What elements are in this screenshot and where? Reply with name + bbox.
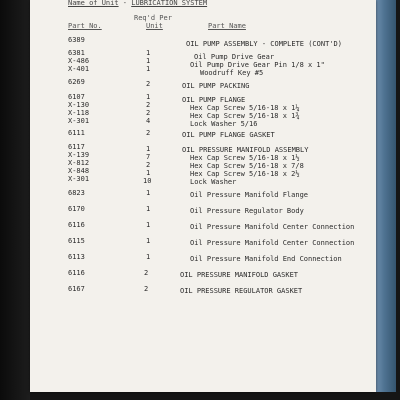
part-name: OIL PRESSURE REGULATOR GASKET [180,287,303,295]
quantity: 1 [146,65,151,73]
part-number: 6116 [68,221,85,229]
col-header-part-no: Part No. [68,22,102,30]
col-header-reqd-per: Req'd Per [134,14,172,22]
folder-edge-right [376,0,396,392]
binder-shadow-left [0,0,30,400]
quantity: 7 [146,153,151,161]
part-name: Oil Pump Drive Gear [194,53,275,61]
part-number: X-848 [68,167,90,175]
part-name: Hex Cap Screw 5/16-18 x 7/8 [190,162,304,170]
part-number: 6111 [68,129,85,137]
part-number: X-301 [68,117,90,125]
part-number: 6116 [68,269,85,277]
col-header-part-name: Part Name [208,22,246,30]
part-name: Oil Pressure Manifold Center Connection [190,239,355,247]
part-number: 6167 [68,285,85,293]
quantity: 1 [146,205,151,213]
part-number: 6117 [68,143,85,151]
document-page [30,0,376,392]
quantity: 1 [146,189,151,197]
quantity: 2 [146,161,151,169]
part-number: X-401 [68,65,90,73]
quantity: 10 [143,177,152,185]
quantity: 2 [144,269,149,277]
part-name: Hex Cap Screw 5/16-18 x 1¾ [190,112,300,120]
quantity: 1 [146,57,151,65]
part-name: Oil Pressure Manifold End Connection [190,255,342,263]
quantity: 2 [146,109,151,117]
part-number: X-812 [68,159,90,167]
part-name: OIL PUMP FLANGE GASKET [182,131,275,139]
part-name: Hex Cap Screw 5/16-18 x 2½ [190,170,300,178]
quantity: 2 [146,101,151,109]
part-number: 6170 [68,205,85,213]
part-number: 6115 [68,237,85,245]
part-number: 6389 [68,36,85,44]
unit-name-label: Name of Unit - LUBRICATION SYSTEM [68,0,208,7]
part-name: Oil Pressure Manifold Flange [190,191,309,199]
quantity: 1 [146,253,151,261]
part-name: Oil Pressure Regulator Body [190,207,304,215]
part-name: Lock Washer [190,178,237,186]
part-number: X-130 [68,101,90,109]
quantity: 2 [144,285,149,293]
part-number: 6113 [68,253,85,261]
part-number: X-486 [68,57,90,65]
part-number: 6823 [68,189,85,197]
quantity: 1 [146,237,151,245]
part-number: 6269 [68,78,85,86]
part-name: Oil Pressure Manifold Center Connection [190,223,355,231]
quantity: 2 [146,80,151,88]
part-name: OIL PUMP FLANGE [182,96,246,104]
part-name: Lock Washer 5/16 [190,120,258,128]
part-name: OIL PUMP ASSEMBLY - COMPLETE (CONT'D) [186,40,342,48]
quantity: 1 [146,49,151,57]
part-number: 6107 [68,93,85,101]
quantity: 1 [146,169,151,177]
part-name: OIL PRESSURE MANIFOLD GASKET [180,271,299,279]
part-name: OIL PRESSURE MANIFOLD ASSEMBLY [182,146,309,154]
part-number: 6381 [68,49,85,57]
col-header-unit: Unit [146,22,163,30]
part-name: Hex Cap Screw 5/16-18 x 1½ [190,154,300,162]
part-name: OIL PUMP PACKING [182,82,250,90]
part-name: Hex Cap Screw 5/16-18 x 1¼ [190,104,300,112]
part-name: Oil Pump Drive Gear Pin 1/8 x 1" [190,61,325,69]
quantity: 1 [146,93,151,101]
part-number: X-301 [68,175,90,183]
quantity: 2 [146,129,151,137]
quantity: 1 [146,221,151,229]
part-number: X-139 [68,151,90,159]
quantity: 4 [146,117,151,125]
part-name: Woodruff Key #5 [200,69,264,77]
part-number: X-118 [68,109,90,117]
quantity: 1 [146,145,151,153]
